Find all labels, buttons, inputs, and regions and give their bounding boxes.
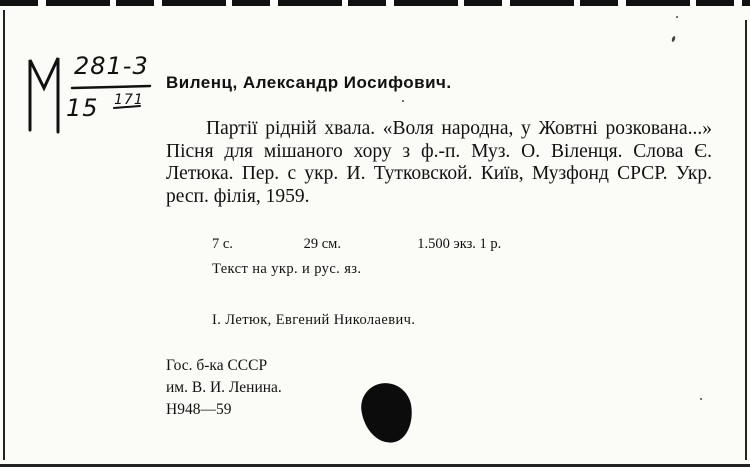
call-number-bottom: 15 [66,94,99,122]
pages-count: 7 с. [212,236,233,252]
physical-description [212,236,501,253]
ink-speck [402,100,404,102]
card-top-edge [0,0,750,6]
size-value: 29 см. [303,236,341,252]
call-number-suffix: 171 [114,92,144,108]
description-paragraph: Партії рідній хвала. «Воля народна, у Жовтні розкована...» Пісня для мішаного хору з ф.-п. Муз. О. Віленця. Слова Є. Летюка. Пер. с укр. И. Тутковской. Київ, Музфонд СРСР. Укр. респ. філія, 1959. [166,118,712,207]
library-line-3: Н948—59 [166,401,232,418]
card-left-edge [3,10,5,460]
library-line-2: им. В. И. Ленина. [166,379,282,396]
copies-price: 1.500 экз. 1 р. [417,236,502,252]
call-number-top: 281-3 [74,52,149,80]
punch-hole [358,380,416,446]
author-heading: Виленц, Александр Иосифович. [166,73,452,92]
added-entry: I. Летюк, Евгений Николаевич. [212,312,416,328]
language-note: Текст на укр. и рус. яз. [212,261,362,277]
card-right-edge [745,20,747,460]
handwritten-call-number [22,50,162,140]
title-description [166,118,712,208]
ink-speck [671,36,676,43]
ink-speck [676,16,678,18]
library-imprint [166,355,282,421]
library-line-1: Гос. б-ка СССР [166,357,268,374]
ink-speck [700,398,702,400]
